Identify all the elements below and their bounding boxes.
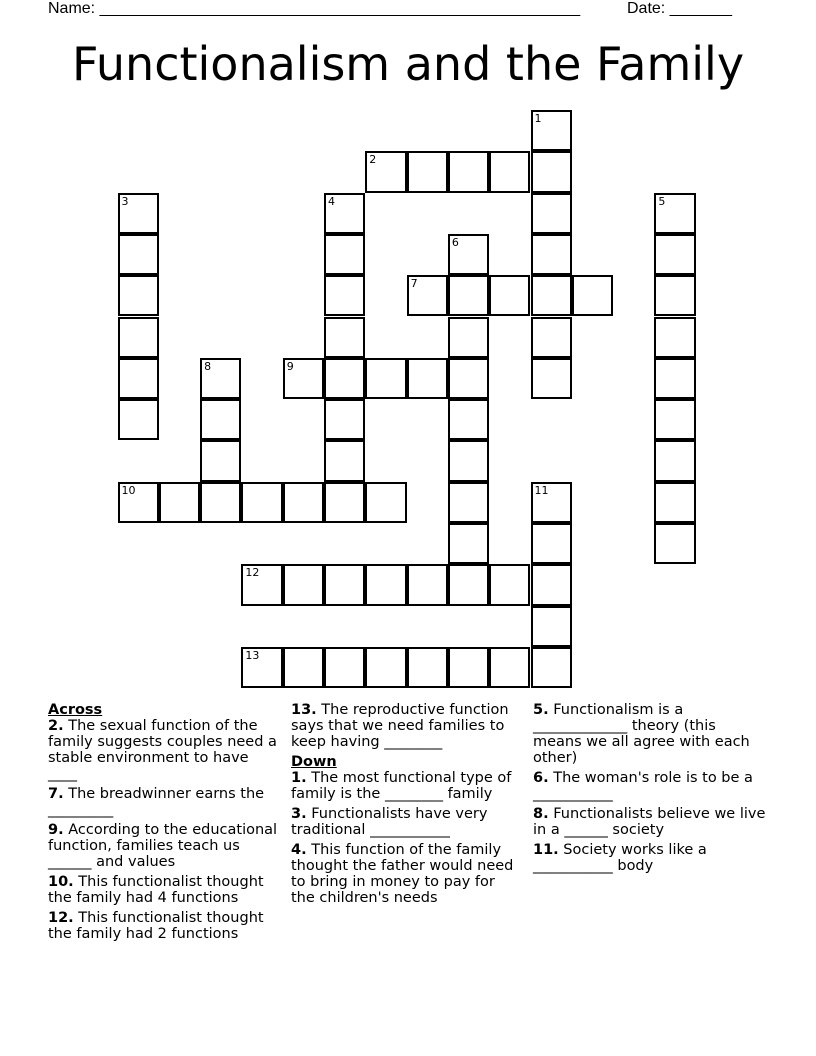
clue-number: 11 <box>534 483 549 497</box>
clue-text: According to the educational function, families teach us ______ and values <box>48 822 278 870</box>
across-clue-list <box>48 718 280 942</box>
crossword-cell[interactable] <box>531 482 572 523</box>
clue-item <box>291 806 523 838</box>
crossword-cell[interactable] <box>241 647 282 688</box>
crossword-cell[interactable] <box>365 151 406 192</box>
clue-number: 12 <box>245 566 260 580</box>
crossword-cell[interactable] <box>531 110 572 151</box>
crossword-cell[interactable] <box>118 358 159 399</box>
clues-column-1 <box>48 702 280 946</box>
crossword-cell[interactable] <box>448 523 489 564</box>
crossword-cell[interactable] <box>241 564 282 605</box>
crossword-cell[interactable] <box>118 275 159 316</box>
crossword-cell[interactable] <box>448 317 489 358</box>
clue-item <box>48 718 280 782</box>
crossword-cell[interactable] <box>448 234 489 275</box>
crossword-cell[interactable] <box>448 564 489 605</box>
clue-number-label: 11. <box>533 842 559 858</box>
crossword-cell[interactable] <box>531 317 572 358</box>
crossword-cell[interactable] <box>654 317 695 358</box>
name-field-label: Name: ______________________________________________________ <box>48 0 581 17</box>
clue-text: Functionalists have very traditional ___________ <box>291 806 488 838</box>
clue-text: The most functional type of family is the ________ family <box>291 770 512 802</box>
down-clue-list <box>291 770 523 906</box>
clue-text: This functionalist thought the family had 4 functions <box>48 874 264 906</box>
crossword-cell[interactable] <box>324 482 365 523</box>
crossword-cell[interactable] <box>489 647 530 688</box>
clue-number-label: 8. <box>533 806 549 822</box>
crossword-cell[interactable] <box>118 317 159 358</box>
clue-item <box>533 770 769 802</box>
crossword-cell[interactable] <box>448 440 489 481</box>
crossword-cell[interactable] <box>118 193 159 234</box>
crossword-cell[interactable] <box>407 647 448 688</box>
crossword-cell[interactable] <box>448 358 489 399</box>
crossword-cell[interactable] <box>324 317 365 358</box>
clues-column-2 <box>291 702 523 910</box>
clue-text: This function of the family thought the father would need to bring in money to pay for the children's needs <box>291 842 514 906</box>
crossword-cell[interactable] <box>118 234 159 275</box>
crossword-cell[interactable] <box>407 358 448 399</box>
crossword-cell[interactable] <box>489 275 530 316</box>
crossword-cell[interactable] <box>654 482 695 523</box>
crossword-cell[interactable] <box>407 151 448 192</box>
clue-number: 6 <box>451 235 459 249</box>
crossword-cell[interactable] <box>324 564 365 605</box>
crossword-cell[interactable] <box>654 275 695 316</box>
crossword-cell[interactable] <box>200 399 241 440</box>
crossword-cell[interactable] <box>324 275 365 316</box>
clue-number-label: 2. <box>48 718 64 734</box>
clue-number: 10 <box>121 483 136 497</box>
clue-text: The breadwinner earns the _________ <box>48 786 265 818</box>
crossword-cell[interactable] <box>448 399 489 440</box>
crossword-cell[interactable] <box>531 606 572 647</box>
crossword-cell[interactable] <box>324 193 365 234</box>
clue-number: 4 <box>328 194 335 208</box>
clue-text: Functionalists believe we live in a ______ society <box>533 806 766 838</box>
crossword-cell[interactable] <box>159 482 200 523</box>
crossword-cell[interactable] <box>200 482 241 523</box>
down-clue-list-continued <box>533 702 769 874</box>
crossword-cell[interactable] <box>365 358 406 399</box>
crossword-cell[interactable] <box>489 564 530 605</box>
clue-number: 1 <box>534 112 542 125</box>
date-field-label: Date: _______ <box>627 0 732 17</box>
crossword-cell[interactable] <box>654 193 695 234</box>
clue-number-label: 1. <box>291 770 307 786</box>
clue-item <box>291 770 523 802</box>
crossword-cell[interactable] <box>407 564 448 605</box>
crossword-cell[interactable] <box>365 482 406 523</box>
clue-number-label: 9. <box>48 822 64 838</box>
clue-number: 5 <box>658 194 666 208</box>
crossword-cell[interactable] <box>448 647 489 688</box>
clue-number-label: 13. <box>291 702 317 718</box>
clue-item <box>48 874 280 906</box>
clues-column-3 <box>533 702 769 878</box>
clue-number: 8 <box>204 359 212 373</box>
crossword-cell[interactable] <box>531 564 572 605</box>
crossword-cell[interactable] <box>365 647 406 688</box>
clue-text: This functionalist thought the family had 2 functions <box>48 910 264 942</box>
crossword-cell[interactable] <box>531 193 572 234</box>
page-title: Functionalism and the Family <box>71 37 745 91</box>
crossword-cell[interactable] <box>531 151 572 192</box>
clue-number: 3 <box>121 194 129 208</box>
crossword-cell[interactable] <box>118 399 159 440</box>
crossword-cell[interactable] <box>531 358 572 399</box>
clue-item <box>48 786 280 818</box>
down-heading: Down <box>291 754 337 770</box>
across-heading: Across <box>48 702 103 718</box>
clue-item <box>48 822 280 870</box>
clue-number: 9 <box>286 359 294 373</box>
clue-text: Society works like a ___________ body <box>533 842 707 874</box>
clue-text: The sexual function of the family suggests couples need a stable environment to have ____ <box>48 718 277 782</box>
crossword-cell[interactable] <box>448 275 489 316</box>
crossword-cell[interactable] <box>531 523 572 564</box>
clue-number-label: 10. <box>48 874 74 890</box>
across-clue-list-continued <box>291 702 523 750</box>
crossword-cell[interactable] <box>241 482 282 523</box>
crossword-cell[interactable] <box>324 440 365 481</box>
crossword-cell[interactable] <box>572 275 613 316</box>
crossword-cell[interactable] <box>200 358 241 399</box>
clue-number: 13 <box>245 648 260 662</box>
crossword-cell[interactable] <box>283 564 324 605</box>
crossword-cell[interactable] <box>654 234 695 275</box>
crossword-cell[interactable] <box>283 482 324 523</box>
crossword-cell[interactable] <box>324 647 365 688</box>
crossword-cell[interactable] <box>283 647 324 688</box>
clue-item <box>533 806 769 838</box>
crossword-cell[interactable] <box>654 440 695 481</box>
clue-item <box>48 910 280 942</box>
clue-number-label: 12. <box>48 910 74 926</box>
crossword-cell[interactable] <box>118 482 159 523</box>
crossword-cell[interactable] <box>489 151 530 192</box>
clue-item <box>533 702 769 766</box>
clue-text: The woman's role is to be a ___________ <box>533 770 753 802</box>
crossword-cell[interactable] <box>531 234 572 275</box>
clue-number-label: 3. <box>291 806 307 822</box>
crossword-cell[interactable] <box>531 275 572 316</box>
clue-number: 7 <box>410 277 418 291</box>
crossword-cell[interactable] <box>324 358 365 399</box>
crossword-cell[interactable] <box>531 647 572 688</box>
clue-number: 2 <box>369 153 377 167</box>
clue-text: The reproductive function says that we need families to keep having ________ <box>291 702 509 750</box>
crossword-cell[interactable] <box>324 234 365 275</box>
crossword-cell[interactable] <box>448 482 489 523</box>
crossword-cell[interactable] <box>654 358 695 399</box>
clue-number-label: 4. <box>291 842 307 858</box>
clue-item <box>291 842 523 906</box>
crossword-cell[interactable] <box>448 151 489 192</box>
crossword-cell[interactable] <box>654 399 695 440</box>
crossword-cell[interactable] <box>654 523 695 564</box>
crossword-cell[interactable] <box>365 564 406 605</box>
clue-number-label: 5. <box>533 702 549 718</box>
clue-number-label: 6. <box>533 770 549 786</box>
clue-item <box>533 842 769 874</box>
crossword-cell[interactable] <box>200 440 241 481</box>
clue-item <box>291 702 523 750</box>
crossword-cell[interactable] <box>324 399 365 440</box>
crossword-cell[interactable] <box>407 275 448 316</box>
clue-text: Functionalism is a _____________ theory (this means we all agree with each other) <box>533 702 750 766</box>
clue-number-label: 7. <box>48 786 64 802</box>
crossword-cell[interactable] <box>283 358 324 399</box>
